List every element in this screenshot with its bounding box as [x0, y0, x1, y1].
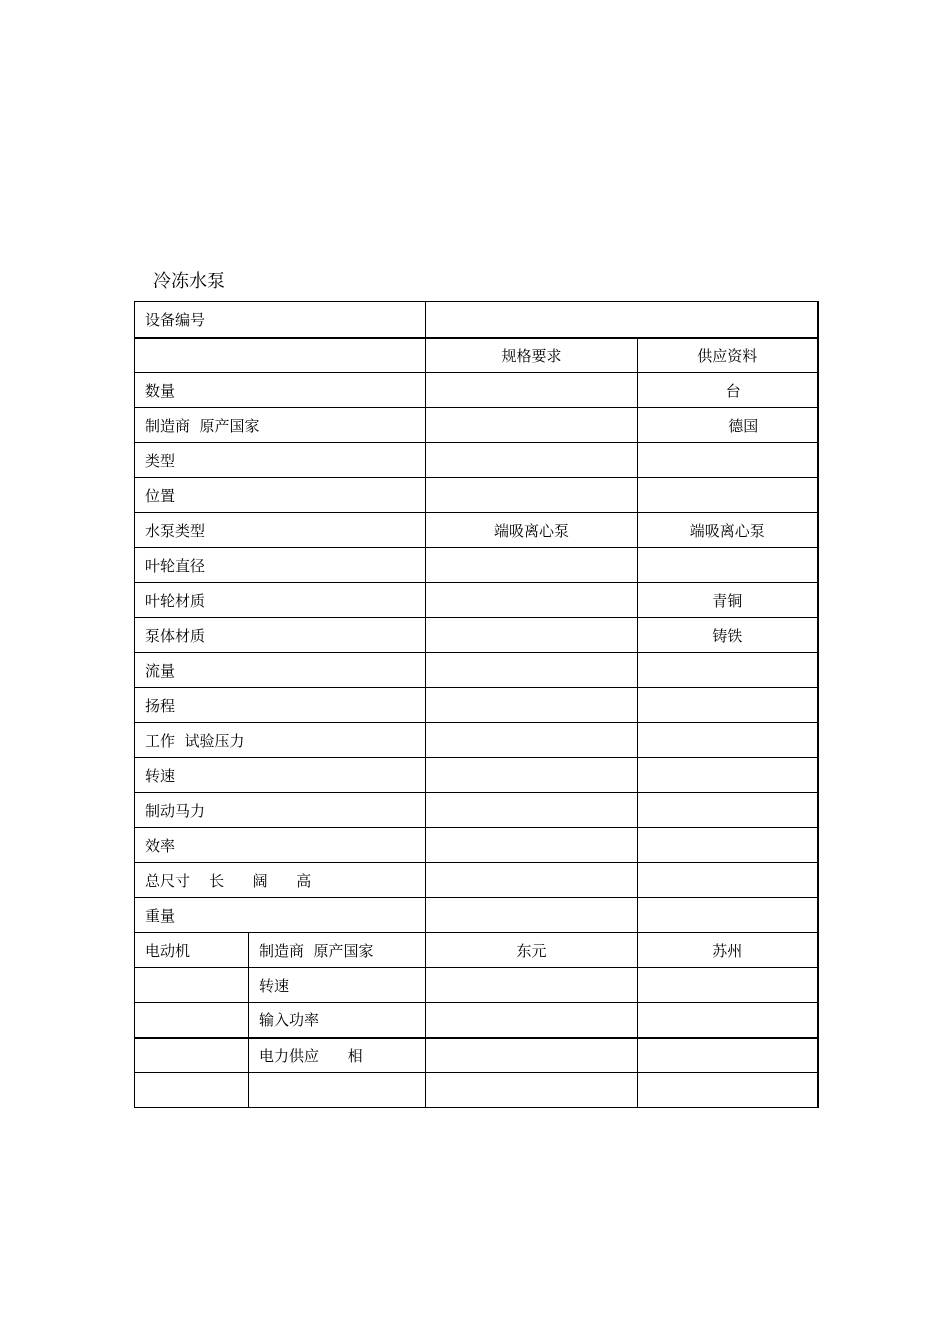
supply-value[interactable]: 铸铁	[638, 618, 818, 653]
spec-value[interactable]	[426, 443, 638, 478]
supply-value[interactable]	[638, 653, 818, 688]
motor-supply-value[interactable]	[638, 1073, 818, 1108]
row-label: 制动马力	[135, 793, 426, 828]
motor-spec-value[interactable]: 东元	[426, 933, 638, 968]
supply-value[interactable]	[638, 723, 818, 758]
spec-value[interactable]: 端吸离心泵	[426, 513, 638, 548]
motor-group-label: 电动机	[135, 933, 249, 968]
row-label: 叶轮直径	[135, 548, 426, 583]
equipment-no-label: 设备编号	[135, 302, 426, 338]
row-label: 转速	[135, 758, 426, 793]
motor-row-label	[249, 1073, 426, 1108]
row-label: 流量	[135, 653, 426, 688]
motor-row	[135, 1073, 818, 1108]
table-row	[135, 373, 818, 408]
motor-group-blank	[135, 1038, 249, 1073]
motor-spec-value[interactable]	[426, 968, 638, 1003]
column-header-row	[135, 338, 818, 373]
supply-value[interactable]	[638, 863, 818, 898]
table-row	[135, 618, 818, 653]
spec-value[interactable]	[426, 793, 638, 828]
motor-row	[135, 968, 818, 1003]
table-row	[135, 758, 818, 793]
header-blank	[135, 338, 426, 373]
motor-row-label: 电力供应 相	[249, 1038, 426, 1073]
spec-value[interactable]	[426, 408, 638, 443]
supply-column-header: 供应资料	[638, 338, 818, 373]
spec-column-header: 规格要求	[426, 338, 638, 373]
motor-supply-value[interactable]	[638, 1003, 818, 1038]
row-label: 工作 试验压力	[135, 723, 426, 758]
table-row	[135, 583, 818, 618]
supply-value[interactable]	[638, 548, 818, 583]
motor-supply-value[interactable]: 苏州	[638, 933, 818, 968]
motor-spec-value[interactable]	[426, 1003, 638, 1038]
spec-value[interactable]	[426, 828, 638, 863]
motor-row-label: 输入功率	[249, 1003, 426, 1038]
motor-row-label: 转速	[249, 968, 426, 1003]
row-label: 类型	[135, 443, 426, 478]
spec-value[interactable]	[426, 898, 638, 933]
row-label: 扬程	[135, 688, 426, 723]
table-row	[135, 513, 818, 548]
motor-row	[135, 1038, 818, 1073]
row-label: 制造商 原产国家	[135, 408, 426, 443]
row-label: 数量	[135, 373, 426, 408]
row-label: 泵体材质	[135, 618, 426, 653]
spec-value[interactable]	[426, 723, 638, 758]
supply-value[interactable]	[638, 688, 818, 723]
pump-spec-table	[134, 301, 819, 1108]
supply-value[interactable]	[638, 793, 818, 828]
motor-row-label: 制造商 原产国家	[249, 933, 426, 968]
table-row	[135, 443, 818, 478]
table-row	[135, 793, 818, 828]
supply-value[interactable]: 端吸离心泵	[638, 513, 818, 548]
spec-value[interactable]	[426, 583, 638, 618]
table-row	[135, 478, 818, 513]
spec-value[interactable]	[426, 863, 638, 898]
table-row	[135, 863, 818, 898]
equipment-no-row	[135, 302, 818, 338]
spec-value[interactable]	[426, 688, 638, 723]
table-row	[135, 408, 818, 443]
motor-group-blank	[135, 1073, 249, 1108]
supply-value[interactable]: 德国	[638, 408, 818, 443]
spec-value[interactable]	[426, 653, 638, 688]
equipment-no-value[interactable]	[426, 302, 818, 338]
motor-supply-value[interactable]	[638, 1038, 818, 1073]
spec-value[interactable]	[426, 478, 638, 513]
motor-row	[135, 1003, 818, 1038]
table-row	[135, 548, 818, 583]
motor-spec-value[interactable]	[426, 1073, 638, 1108]
supply-value[interactable]	[638, 828, 818, 863]
table-row	[135, 653, 818, 688]
spec-value[interactable]	[426, 548, 638, 583]
motor-supply-value[interactable]	[638, 968, 818, 1003]
row-label: 水泵类型	[135, 513, 426, 548]
row-label: 重量	[135, 898, 426, 933]
supply-value[interactable]: 青铜	[638, 583, 818, 618]
supply-value[interactable]	[638, 443, 818, 478]
table-row	[135, 688, 818, 723]
spec-value[interactable]	[426, 618, 638, 653]
supply-value[interactable]: 台	[638, 373, 818, 408]
supply-value[interactable]	[638, 898, 818, 933]
spec-value[interactable]	[426, 758, 638, 793]
supply-value[interactable]	[638, 758, 818, 793]
motor-spec-value[interactable]	[426, 1038, 638, 1073]
row-label: 叶轮材质	[135, 583, 426, 618]
motor-row	[135, 933, 818, 968]
table-row	[135, 898, 818, 933]
motor-group-blank	[135, 1003, 249, 1038]
table-row	[135, 828, 818, 863]
page-title: 冷冻水泵	[153, 271, 225, 292]
supply-value[interactable]	[638, 478, 818, 513]
row-label: 效率	[135, 828, 426, 863]
table-row	[135, 723, 818, 758]
row-label: 位置	[135, 478, 426, 513]
motor-group-blank	[135, 968, 249, 1003]
spec-value[interactable]	[426, 373, 638, 408]
row-label: 总尺寸 长 阔 高	[135, 863, 426, 898]
